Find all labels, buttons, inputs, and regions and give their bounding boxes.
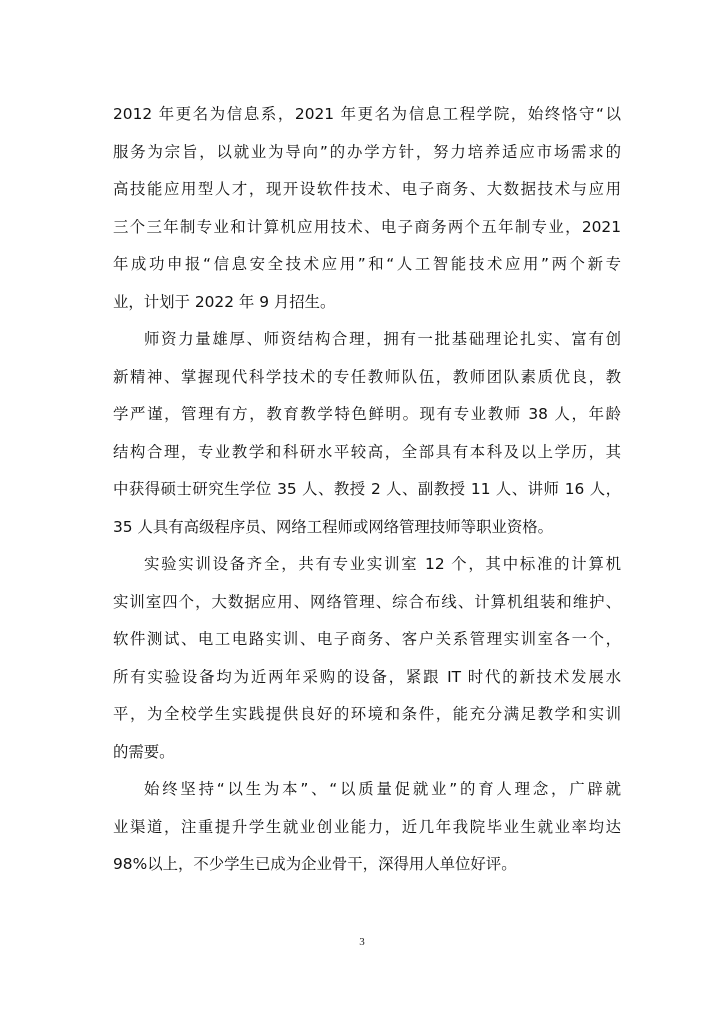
paragraph-3 <box>113 546 621 771</box>
text-line: 结构合理，专业教学和科研水平较高，全部具有本科及以上学历，其 <box>113 442 621 461</box>
text-line: 学严谨，管理有方，教育教学特色鲜明。现有专业教师 38 人，年龄 <box>113 405 621 423</box>
text-line: 所有实验设备均为近两年采购的设备，紧跟 IT 时代的新技术发展水 <box>113 667 621 686</box>
text-line: 平，为全校学生实践提供良好的环境和条件，能充分满足教学和实训 <box>113 705 621 723</box>
text-line: 35 人具有高级程序员、网络工程师或网络管理技师等职业资格。 <box>113 517 554 536</box>
text-line: 始终坚持“以生为本”、“以质量促就业”的育人理念，广辟就 <box>144 780 621 798</box>
paragraph-4 <box>113 771 621 884</box>
text-line: 业渠道，注重提升学生就业创业能力，近几年我院毕业生就业率均达 <box>113 817 621 836</box>
paragraph-1 <box>113 96 621 321</box>
text-line: 中获得硕士研究生学位 35 人、教授 2 人、副教授 11 人、讲师 16 人， <box>113 480 621 498</box>
text-line: 业，计划于 2022 年 9 月招生。 <box>113 292 336 311</box>
text-line: 2012 年更名为信息系，2021 年更名为信息工程学院，始终恪守“以 <box>113 105 621 123</box>
text-line: 98%以上，不少学生已成为企业骨干，深得用人单位好评。 <box>113 855 517 873</box>
paragraph-2 <box>113 321 621 546</box>
text-line: 高技能应用型人才，现开设软件技术、电子商务、大数据技术与应用 <box>113 180 621 198</box>
text-line: 师资力量雄厚、师资结构合理，拥有一批基础理论扎实、富有创 <box>144 330 621 348</box>
body-text <box>113 96 621 884</box>
text-line: 服务为宗旨，以就业为导向”的办学方针，努力培养适应市场需求的 <box>113 142 621 161</box>
text-line: 实训室四个，大数据应用、网络管理、综合布线、计算机组装和维护、 <box>113 592 621 611</box>
text-line: 软件测试、电工电路实训、电子商务、客户关系管理实训室各一个， <box>113 630 621 648</box>
text-line: 年成功申报“信息安全技术应用”和“人工智能技术应用”两个新专 <box>113 255 621 273</box>
text-line: 三个三年制专业和计算机应用技术、电子商务两个五年制专业，2021 <box>113 217 621 236</box>
page-number: 3 <box>359 936 365 948</box>
text-line: 新精神、掌握现代科学技术的专任教师队伍，教师团队素质优良，教 <box>113 367 621 386</box>
text-line: 实验实训设备齐全，共有专业实训室 12 个，其中标准的计算机 <box>144 555 621 573</box>
text-line: 的需要。 <box>113 742 175 761</box>
